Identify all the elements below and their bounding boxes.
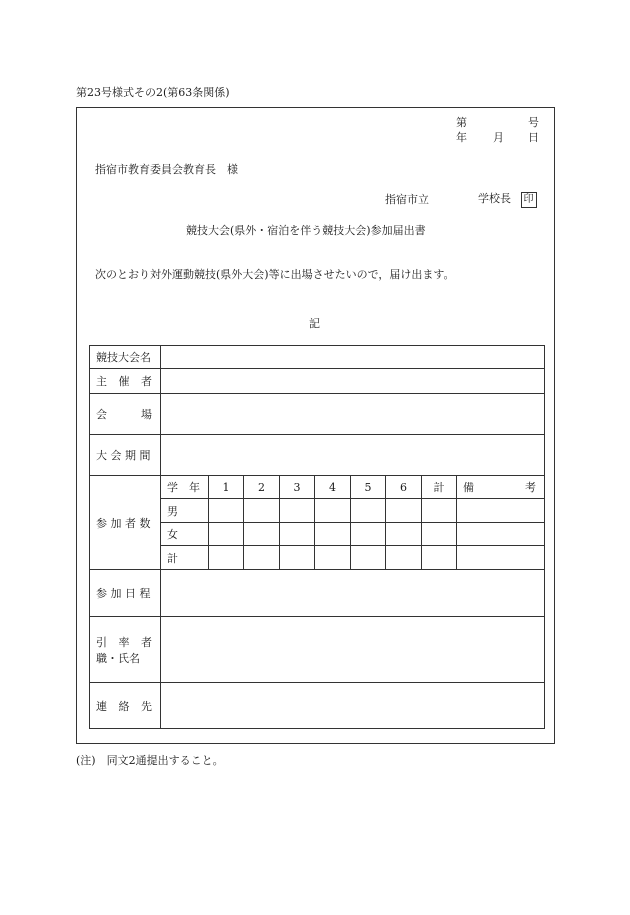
female-label: 女 [161,523,209,546]
female-grade-5[interactable] [351,523,386,546]
organizer-field[interactable] [161,369,545,394]
leader-title-name: 職・氏名 [96,651,140,665]
sender-principal [478,192,537,208]
form-title: 競技大会(県外・宿泊を伴う競技大会)参加届出書 [186,224,426,237]
row-period [90,435,545,476]
male-grade-2[interactable] [244,499,280,523]
total-grade-1[interactable] [209,546,244,570]
schedule-field[interactable] [161,570,545,617]
contact-char-1: 連 [96,699,107,713]
male-total[interactable] [422,499,457,523]
venue-field[interactable] [161,394,545,435]
male-grade-5[interactable] [351,499,386,523]
sender-school: 指宿市立 [385,193,429,206]
male-remarks[interactable] [457,499,545,523]
principal-label: 学校長 [478,192,511,205]
organizer-char-3: 者 [141,375,152,388]
total-grade-2[interactable] [244,546,280,570]
remarks-header [457,476,545,499]
grade-3-header: 3 [280,476,315,499]
row-organizer [90,369,545,394]
leader-field[interactable] [161,617,545,683]
female-total[interactable] [422,523,457,546]
total-grade-4[interactable] [315,546,351,570]
row-schedule [90,570,545,617]
organizer-char-1: 主 [96,375,107,388]
venue-char-1: 会 [96,408,107,421]
date-month: 月 [493,131,504,144]
contact-char-3: 先 [141,699,152,713]
grade-char-1: 学 [167,481,178,494]
competition-name-label: 競技大会名 [90,346,161,369]
leader-label [90,617,161,683]
number-prefix: 第 [456,116,467,129]
grade-char-2: 年 [189,481,200,494]
venue-label [90,394,161,435]
body-text: 次のとおり対外運動競技(県外大会)等に出場させたいので，届け出ます。 [95,268,455,281]
male-grade-3[interactable] [280,499,315,523]
grade-6-header: 6 [386,476,422,499]
total-total[interactable] [422,546,457,570]
participants-label: 参 加 者 数 [90,476,161,570]
schedule-label: 参 加 日 程 [90,570,161,617]
female-grade-3[interactable] [280,523,315,546]
period-label: 大 会 期 間 [90,435,161,476]
total-grade-3[interactable] [280,546,315,570]
seal-mark: 印 [521,192,537,208]
female-remarks[interactable] [457,523,545,546]
female-grade-4[interactable] [315,523,351,546]
grade-total-header: 計 [422,476,457,499]
female-grade-6[interactable] [386,523,422,546]
entry-table [89,345,545,729]
record-label: 記 [309,317,320,330]
addressee: 指宿市教育委員会教育長 様 [95,163,238,176]
grade-4-header: 4 [315,476,351,499]
total-grade-5[interactable] [351,546,386,570]
date-day: 日 [528,131,539,144]
grade-header [161,476,209,499]
contact-char-2: 絡 [118,699,130,713]
female-grade-1[interactable] [209,523,244,546]
footnote: (注) 同文2通提出すること。 [76,754,224,767]
period-field[interactable] [161,435,545,476]
female-grade-2[interactable] [244,523,280,546]
date-year: 年 [456,131,467,144]
row-venue [90,394,545,435]
form-number: 第23号様式その2(第63条関係) [76,86,230,99]
row-contact [90,683,545,729]
male-grade-1[interactable] [209,499,244,523]
organizer-char-2: 催 [118,375,130,388]
leader-char-3: 者 [141,635,152,649]
male-grade-6[interactable] [386,499,422,523]
competition-name-field[interactable] [161,346,545,369]
row-leader [90,617,545,683]
contact-field[interactable] [161,683,545,729]
total-grade-6[interactable] [386,546,422,570]
male-label: 男 [161,499,209,523]
male-grade-4[interactable] [315,499,351,523]
remarks-char-2: 考 [525,481,537,494]
row-competition-name [90,346,545,369]
grade-5-header: 5 [351,476,386,499]
total-remarks[interactable] [457,546,545,570]
venue-char-2: 場 [141,408,152,421]
remarks-char-1: 備 [463,481,474,494]
contact-label [90,683,161,729]
leader-char-2: 率 [118,635,130,649]
organizer-label [90,369,161,394]
leader-char-1: 引 [96,635,107,649]
number-suffix: 号 [528,116,539,129]
grade-1-header: 1 [209,476,244,499]
total-label: 計 [161,546,209,570]
grade-2-header: 2 [244,476,280,499]
row-grade-header [90,476,545,499]
